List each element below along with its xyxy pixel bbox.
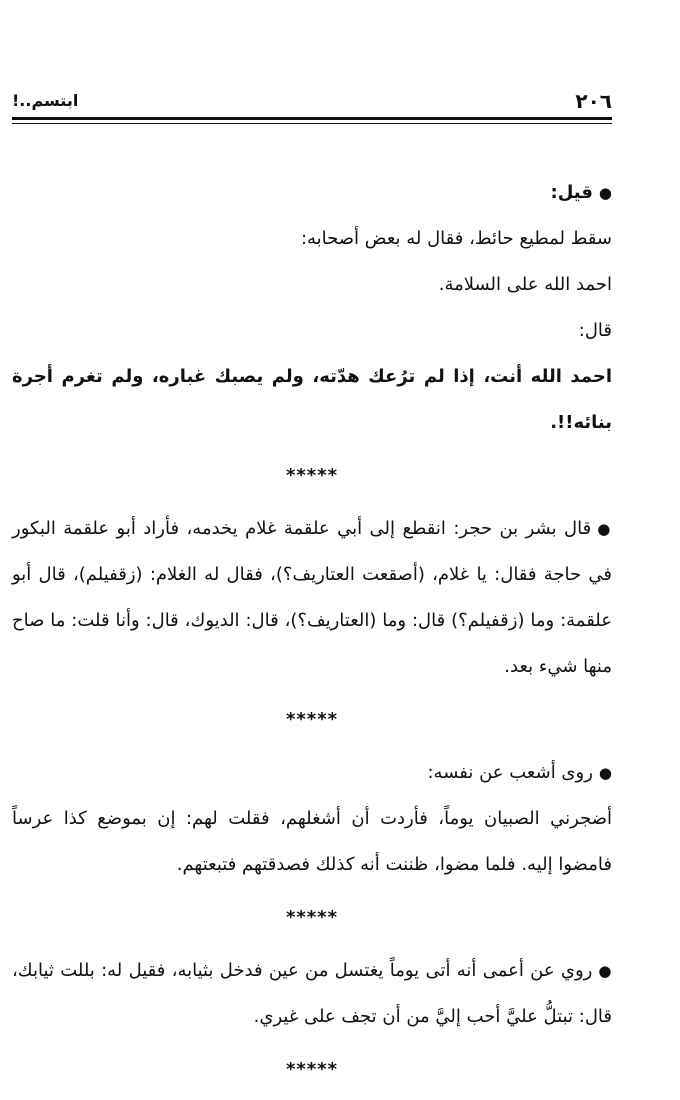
anecdote-2: ●قال بشر بن حجر: انقطع إلى أبي علقمة غلام يخدمه، فأراد أبو علقمة البكور في حاجة فقال: يا غلام، (أصقعت العتاريف؟)، فقال له الغلام: (زقفيلم)، قال أبو علقمة: وما (زقفيلم؟) قال: وما (العتاريف؟)، قال: الديوك، قال: وأنا قلت: ما صاح منها شيء بعد.: [12, 518, 613, 677]
paragraph: احمد الله أنت، إذا لم ترُعك هدّته، ولم يصبك غباره، ولم تغرم أجرة بنائه!!.: [12, 366, 612, 433]
bullet-icon: ●: [598, 184, 612, 202]
bullet-icon: ●: [597, 520, 613, 538]
paragraph: قال:: [578, 320, 612, 341]
section-separator: *****: [285, 1059, 339, 1080]
paragraph: سقط لمطيع حائط، فقال له بعض أصحابه:: [300, 228, 612, 249]
page-number: ٢٠٦: [575, 89, 612, 113]
paragraph: أضجرني الصبيان يوماً، فأردت أن أشغلهم، فقلت لهم: إن بموضع كذا عرساً فامضوا إليه. فلما مضوا، ظننت أنه كذلك فصدقتهم فتبعتهم.: [12, 808, 612, 875]
page-header: [12, 88, 612, 114]
header-rule-thick: [12, 117, 612, 120]
section-separator: *****: [285, 907, 339, 928]
section-separator: *****: [285, 709, 339, 730]
paragraph: احمد الله على السلامة.: [438, 274, 612, 295]
book-title: ابتسم..!: [12, 91, 79, 110]
section-separator: *****: [285, 465, 339, 486]
bullet-icon: ●: [598, 962, 612, 980]
anecdote-1-intro: ●قيل:: [550, 182, 612, 203]
bullet-icon: ●: [598, 764, 612, 782]
anecdote-3-intro: ●روى أشعب عن نفسه:: [427, 762, 612, 783]
page-content: [12, 170, 612, 1100]
header-rule-thin: [12, 123, 612, 124]
anecdote-4: ●روي عن أعمى أنه أتى يوماً يغتسل من عين فدخل بثيابه، فقيل له: بللت ثيابك، قال: تبتلُّ عليَّ أحب إليَّ من أن تجف على غيري.: [12, 960, 612, 1027]
